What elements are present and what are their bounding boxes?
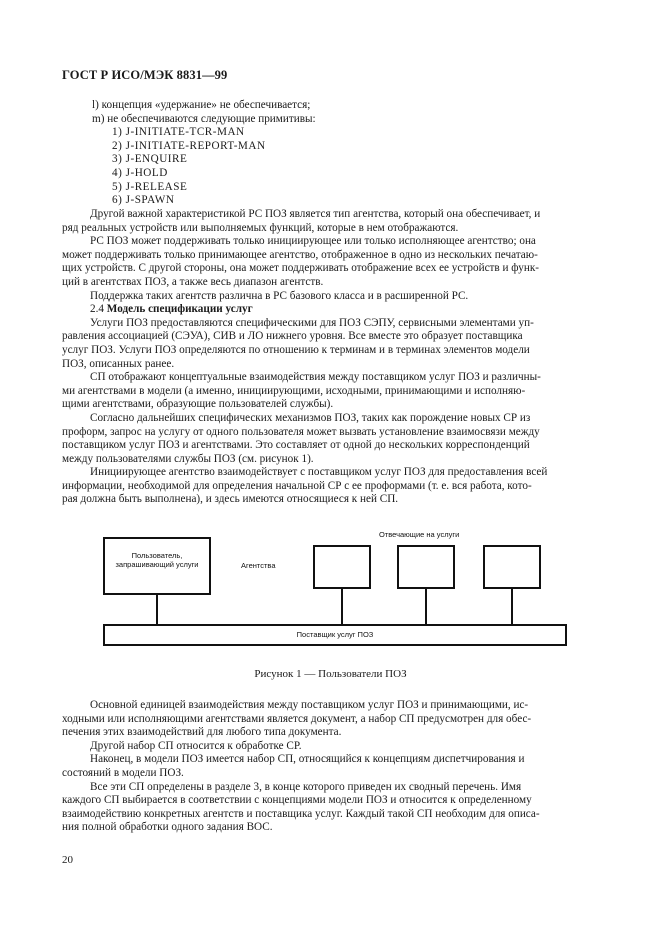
text-line: проформ, запрос на услугу от одного пользователя может вызвать установление взаимосвязи между bbox=[62, 425, 540, 438]
connector-line bbox=[156, 595, 158, 625]
text-line: каждого СП выбирается в соответствии с концепциями модели ПОЗ и относится к определенному bbox=[62, 794, 532, 807]
body-text-1 bbox=[62, 208, 599, 507]
body-text-3 bbox=[62, 699, 599, 835]
responder-box-1 bbox=[313, 545, 371, 589]
text-line: СП отображают концептуальные взаимодействия между поставщиком услуг ПОЗ и различны- bbox=[90, 371, 541, 384]
text-line: Другой важной характеристикой РС ПОЗ является тип агентства, который она обеспечивает, и bbox=[90, 208, 541, 220]
text-line: поставщиком услуг ПОЗ и агентствами. Это составляет от одной до нескольких корреспонденций bbox=[62, 439, 530, 452]
agencies-label: Агентства bbox=[241, 561, 276, 570]
text-line: Услуги ПОЗ предоставляются специфическими для ПОЗ СЭПУ, сервисными элементами уп- bbox=[90, 316, 534, 329]
text-line: между пользователями службы ПОЗ (см. рисунок 1). bbox=[62, 452, 314, 465]
service-user-box bbox=[103, 537, 211, 595]
responder-box-3 bbox=[483, 545, 541, 589]
text-line: ния полной обработки одного задания ВОС. bbox=[62, 821, 273, 834]
text-line: ходными или исполняющими агентствами является документ, а набор СП предусмотрен для обес- bbox=[62, 712, 532, 725]
text-line: взаимодействию конкретных агентств и поставщика услуг. Каждый такой СП необходим для описа- bbox=[62, 807, 540, 820]
text-line: печения этих взаимодействий для любого типа документа. bbox=[62, 726, 342, 739]
text-line: ПОЗ, описанных ранее. bbox=[62, 357, 175, 370]
primitive-item: 3) J-ENQUIRE bbox=[112, 153, 188, 166]
page-header: ГОСТ Р ИСО/МЭК 8831—99 bbox=[62, 68, 228, 82]
text-line: равления ассоциацией (СЭУА), СИВ и ЛО нижнего уровня. Все вместе это образует поставщика bbox=[62, 330, 523, 343]
text-line: щих устройств. С другой стороны, она может поддерживать отображение всех ее устройств и функ- bbox=[62, 262, 539, 275]
figure-caption: Рисунок 1 — Пользователи ПОЗ bbox=[254, 668, 407, 680]
page-number: 20 bbox=[62, 854, 73, 866]
connector-line bbox=[511, 589, 513, 625]
primitive-item: 1) J-INITIATE-TCR-MAN bbox=[112, 126, 245, 139]
text-line: Согласно дальнейших специфических механизмов ПОЗ, таких как порождение новых СР из bbox=[90, 411, 531, 424]
feature-list bbox=[92, 99, 316, 208]
section-title: Модель спецификации услуг bbox=[106, 303, 253, 316]
text-line: Основной единицей взаимодействия между поставщиком услуг ПОЗ и принимающими, ис- bbox=[90, 699, 529, 711]
section-heading bbox=[62, 303, 599, 317]
service-provider-label: Поставщик услуг ПОЗ bbox=[296, 630, 374, 639]
section-number: 2.4 bbox=[90, 303, 104, 316]
text-line: Другой набор СП относится к обработке СР. bbox=[90, 739, 302, 752]
text-line: рая должна быть выполнена), и здесь имеются относящиеся к ней СП. bbox=[62, 493, 399, 506]
service-provider-box bbox=[103, 624, 567, 646]
figure-diagram bbox=[95, 527, 575, 662]
text-line: состояний в модели ПОЗ. bbox=[62, 766, 184, 779]
text-line: щими агентствами, образующие пользователей службы). bbox=[62, 398, 334, 411]
text-line: ций в агентствах ПОЗ, а также весь диапазон агентств. bbox=[62, 275, 324, 288]
service-user-label: Пользователь, запрашивающий услуги bbox=[115, 551, 199, 569]
text-line: Инициирующее агентство взаимодействует с поставщиком услуг ПОЗ для предоставления всей bbox=[90, 466, 548, 479]
responder-box-2 bbox=[397, 545, 455, 589]
text-line: информации, необходимой для определения начальной СР с ее проформами (т. е. вся работа, кото- bbox=[62, 479, 532, 492]
text-line: ми агентствами в модели (а именно, инициирующими, исходными, принимающими и исполняю- bbox=[62, 384, 526, 397]
list-item-l: l) концепция «удержание» не обеспечивается; bbox=[92, 99, 311, 111]
text-line: Наконец, в модели ПОЗ имеется набор СП, относящийся к концепциям диспетчирования и bbox=[90, 753, 525, 766]
connector-line bbox=[341, 589, 343, 625]
text-line: Поддержка таких агентств различна в РС базового класса и в расширенной РС. bbox=[90, 289, 469, 302]
text-line: услуг ПОЗ. Услуги ПОЗ определяются по отношению к терминам и в терминах элементов модели bbox=[62, 343, 530, 356]
primitive-item: 4) J-HOLD bbox=[112, 166, 168, 179]
responders-label: Отвечающие на услуги bbox=[379, 530, 460, 539]
list-item-m: m) не обеспечиваются следующие примитивы: bbox=[92, 112, 316, 125]
text-line: РС ПОЗ может поддерживать только инициирующее или только исполняющее агентство; она bbox=[90, 235, 536, 248]
text-line: Все эти СП определены в разделе 3, в конце которого приведен их сводный перечень. Имя bbox=[90, 780, 522, 793]
connector-line bbox=[425, 589, 427, 625]
primitive-item: 6) J-SPAWN bbox=[112, 194, 175, 207]
primitive-item: 2) J-INITIATE-REPORT-MAN bbox=[112, 139, 266, 152]
primitive-item: 5) J-RELEASE bbox=[112, 180, 188, 193]
text-line: ряд реальных устройств или выполняемых функций, которые в нем отображаются. bbox=[62, 221, 459, 234]
text-line: может поддерживать только принимающее агентство, отображенное в одно из нескольких печатаю- bbox=[62, 248, 538, 261]
